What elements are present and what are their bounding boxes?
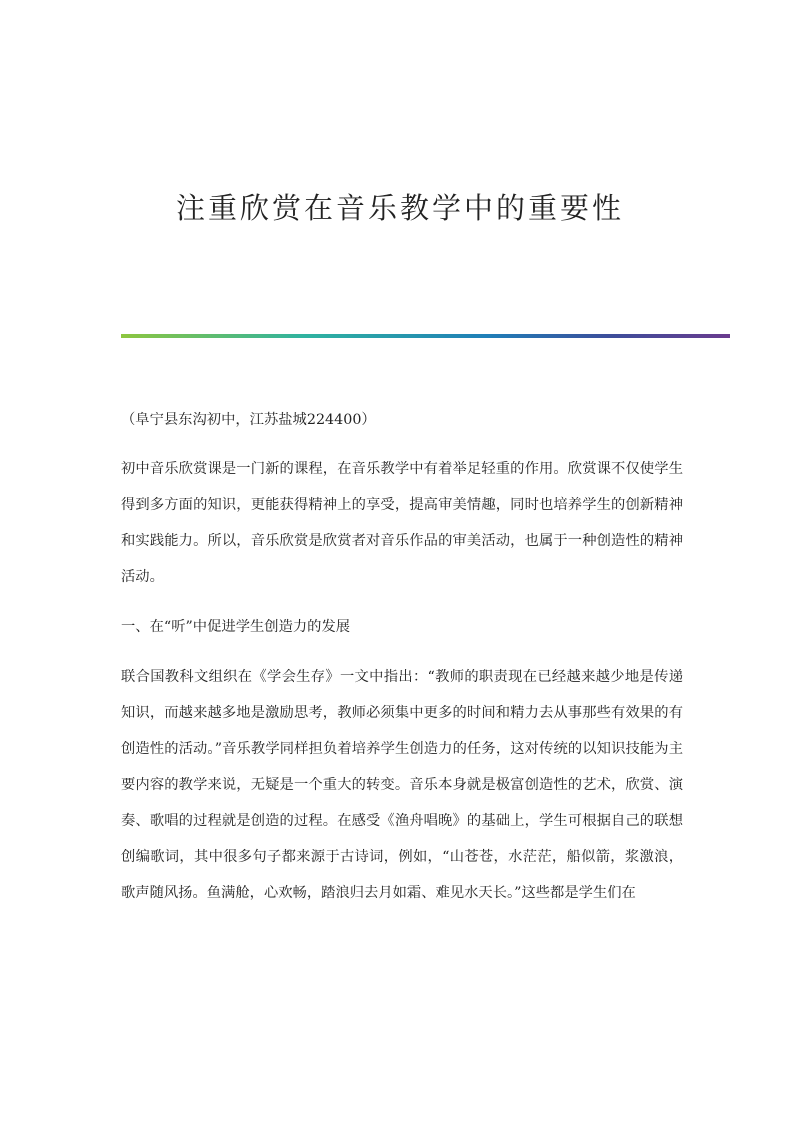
intro-paragraph: 初中音乐欣赏课是一门新的课程，在音乐教学中有着举足轻重的作用。欣赏课不仅使学生得到多方面的知识，更能获得精神上的享受，提高审美情趣，同时也培养学生的创新精神和实践能力。所以，音乐欣赏是欣赏者对音乐作品的审美活动，也属于一种创造性的精神活动。 bbox=[121, 461, 683, 585]
author-affiliation: （阜宁县东沟初中，江苏盐城224400） bbox=[121, 412, 376, 428]
title-divider bbox=[121, 334, 730, 338]
document-body bbox=[121, 402, 683, 925]
section-heading: 一、在“听”中促进学生创造力的发展 bbox=[121, 619, 351, 635]
page-title: 注重欣赏在音乐教学中的重要性 bbox=[175, 191, 624, 225]
body-paragraph: 联合国教科文组织在《学会生存》一文中指出：“教师的职责现在已经越来越少地是传递知识，而越来越多地是激励思考，教师必须集中更多的时间和精力去从事那些有效果的有创造性的活动。”音乐教学同样担负着培养学生创造力的任务，这对传统的以知识技能为主要内容的教学来说，无疑是一个重大的转变。音乐本身就是极富创造性的艺术，欣赏、演奏、歌唱的过程就是创造的过程。在感受《渔舟唱晚》的基础上，学生可根据自己的联想创编歌词，其中很多句子都来源于古诗词，例如，“山苍苍，水茫茫，船似箭，浆激浪，歌声随风扬。鱼满舱，心欢畅，踏浪归去月如霜、难见水天长。”这些都是学生们在 bbox=[121, 669, 683, 901]
